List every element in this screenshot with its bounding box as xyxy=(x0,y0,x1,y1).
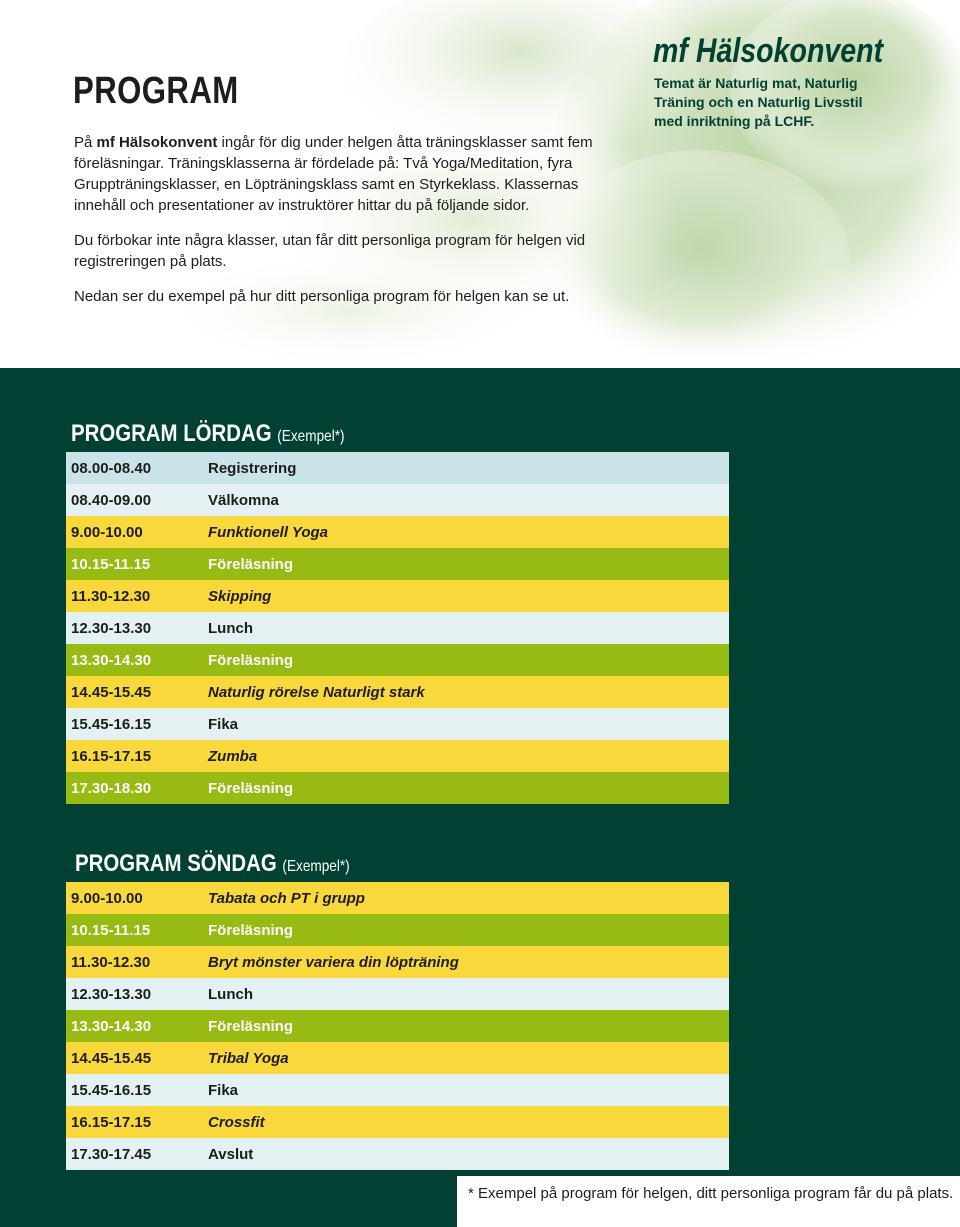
time-cell: 15.45-16.15 xyxy=(71,1081,152,1099)
activity-cell: Bryt mönster variera din löpträning xyxy=(208,953,459,971)
schedule-row xyxy=(66,548,729,580)
time-cell: 9.00-10.00 xyxy=(71,523,143,541)
schedule-row xyxy=(66,1138,729,1170)
schedule-row xyxy=(66,772,729,804)
schedule-row xyxy=(66,644,729,676)
page-title: PROGRAM xyxy=(73,70,239,112)
activity-cell: Lunch xyxy=(208,619,253,637)
time-cell: 10.15-11.15 xyxy=(71,921,151,939)
schedule-row xyxy=(66,676,729,708)
example-paragraph: Nedan ser du exempel på hur ditt personliga program för helgen kan se ut. xyxy=(74,288,570,305)
footnote: * Exempel på program för helgen, ditt personliga program får du på plats. xyxy=(457,1176,960,1227)
time-cell: 13.30-14.30 xyxy=(71,1017,152,1035)
intro-paragraph xyxy=(74,132,604,216)
time-cell: 9.00-10.00 xyxy=(71,889,143,907)
time-cell: 14.45-15.45 xyxy=(71,1049,152,1067)
schedule-row xyxy=(66,1106,729,1138)
activity-cell: Avslut xyxy=(208,1145,254,1163)
saturday-title-note: (Exempel*) xyxy=(277,428,345,445)
activity-cell: Naturlig rörelse Naturligt stark xyxy=(208,683,425,701)
intro-brand-name: mf Hälsokonvent xyxy=(96,134,218,151)
activity-cell: Fika xyxy=(208,715,239,733)
activity-cell: Föreläsning xyxy=(208,921,294,939)
schedule-row xyxy=(66,1042,729,1074)
schedule-row xyxy=(66,516,729,548)
time-cell: 16.15-17.15 xyxy=(71,1113,152,1131)
activity-cell: Registrering xyxy=(208,459,297,477)
sunday-schedule-table xyxy=(66,882,729,1170)
activity-cell: Föreläsning xyxy=(208,779,294,797)
schedule-row xyxy=(66,1074,729,1106)
activity-cell: Skipping xyxy=(208,587,272,605)
activity-cell: Zumba xyxy=(208,747,258,765)
time-cell: 17.30-18.30 xyxy=(71,779,152,797)
time-cell: 14.45-15.45 xyxy=(71,683,152,701)
time-cell: 13.30-14.30 xyxy=(71,651,152,669)
schedule-row xyxy=(66,1010,729,1042)
theme-tagline: Temat är Naturlig mat, Naturlig Träning och en Naturlig Livsstil med inriktning på LCHF. xyxy=(654,75,863,129)
activity-cell: Tabata och PT i grupp xyxy=(208,889,365,907)
schedule-row xyxy=(66,452,729,484)
schedule-row xyxy=(66,914,729,946)
activity-cell: Föreläsning xyxy=(208,651,294,669)
activity-cell: Funktionell Yoga xyxy=(208,523,329,541)
time-cell: 16.15-17.15 xyxy=(71,747,152,765)
header-section xyxy=(0,0,960,368)
activity-cell: Föreläsning xyxy=(208,1017,294,1035)
intro-text: ingår för dig under helgen åtta träningsklasser samt fem föreläsningar. Träningsklasserna är fördelade på: Två Yoga/Meditation, fyra Gruppträningsklasser, en Löpträningsklass samt en Styrkeklass. Klassernas innehåll och presentationer av instruktörer hittar du på följande sidor. xyxy=(74,134,593,214)
time-cell: 08.40-09.00 xyxy=(71,491,152,509)
booking-paragraph: Du förbokar inte några klasser, utan får ditt personliga program för helgen vid registreringen på plats. xyxy=(74,232,586,270)
sunday-title-text: PROGRAM SÖNDAG xyxy=(75,850,277,877)
time-cell: 12.30-13.30 xyxy=(71,619,152,637)
activity-cell: Välkomna xyxy=(208,491,279,509)
time-cell: 12.30-13.30 xyxy=(71,985,152,1003)
schedule-row xyxy=(66,708,729,740)
sunday-title xyxy=(75,850,350,878)
brand-logo-text: mf Hälsokonvent xyxy=(653,32,884,70)
activity-cell: Tribal Yoga xyxy=(208,1049,289,1067)
schedule-row xyxy=(66,946,729,978)
activity-cell: Föreläsning xyxy=(208,555,294,573)
saturday-schedule-table xyxy=(66,452,729,804)
activity-cell: Fika xyxy=(208,1081,239,1099)
intro-prefix: På xyxy=(74,134,97,151)
schedule-row xyxy=(66,580,729,612)
time-cell: 10.15-11.15 xyxy=(71,555,151,573)
time-cell: 08.00-08.40 xyxy=(71,459,152,477)
saturday-title-text: PROGRAM LÖRDAG xyxy=(71,420,272,447)
schedule-row xyxy=(66,978,729,1010)
sunday-title-note: (Exempel*) xyxy=(282,858,350,875)
schedule-row xyxy=(66,612,729,644)
time-cell: 15.45-16.15 xyxy=(71,715,152,733)
schedule-row xyxy=(66,484,729,516)
time-cell: 17.30-17.45 xyxy=(71,1145,152,1163)
saturday-title xyxy=(71,420,345,448)
activity-cell: Crossfit xyxy=(208,1113,265,1131)
activity-cell: Lunch xyxy=(208,985,253,1003)
time-cell: 11.30-12.30 xyxy=(71,953,151,971)
schedule-row xyxy=(66,882,729,914)
schedule-row xyxy=(66,740,729,772)
time-cell: 11.30-12.30 xyxy=(71,587,151,605)
